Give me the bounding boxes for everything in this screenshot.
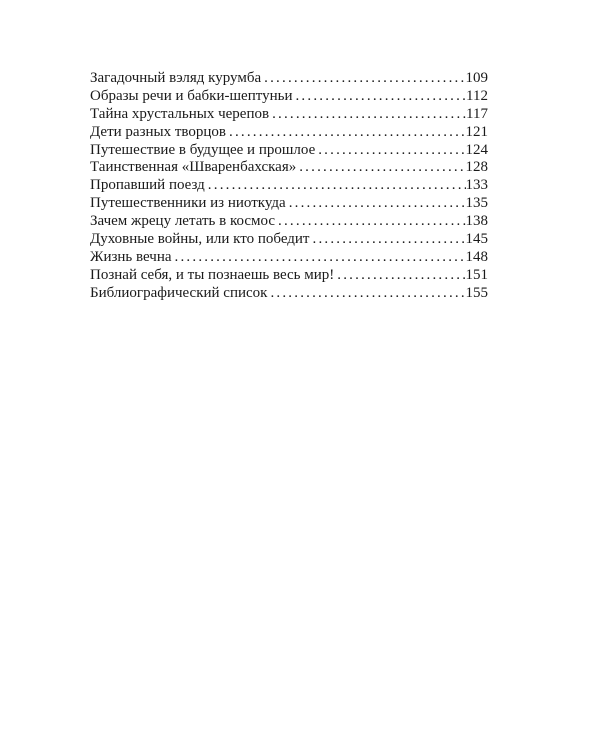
toc-entry-page: 112 [466,87,488,104]
toc-entry-title: Путешествие в будущее и прошлое [90,141,316,158]
toc-entry-title: Библиографический список [90,284,268,301]
dot-leader [175,249,466,267]
dot-leader [208,177,466,195]
toc-entry-page: 128 [465,159,488,176]
dot-leader [270,285,465,303]
toc-entry [90,88,488,106]
toc-entry-page: 148 [465,248,488,265]
toc-entry [90,159,488,177]
toc-entry [90,267,488,285]
toc-entry-title: Загадочный вэляд курумба [90,70,262,86]
toc-entry [90,70,488,88]
dot-leader [229,124,466,142]
dot-leader [289,195,466,213]
table-of-contents [90,70,488,303]
toc-entry-title: Образы речи и бабки-шептуньи [90,87,293,104]
toc-entry-title: Познай себя, и ты познаешь весь мир! [90,266,335,283]
toc-entry [90,177,488,195]
toc-entry-title: Путешественники из ниоткуда [90,195,286,212]
toc-entry-page: 121 [465,123,488,140]
toc-entry-page: 138 [465,213,488,230]
toc-entry-title: Зачем жрецу летать в космос [90,213,276,230]
toc-entry [90,285,488,303]
dot-leader [295,88,466,106]
toc-entry [90,195,488,213]
toc-entry-page: 151 [465,266,488,283]
toc-entry-page: 133 [465,177,488,194]
toc-entry-title: Дети разных творцов [90,123,226,140]
dot-leader [313,231,466,249]
toc-entry-page: 124 [465,141,488,158]
dot-leader [318,142,465,160]
toc-entry [90,142,488,160]
dot-leader [337,267,465,285]
toc-entry [90,249,488,267]
toc-entry [90,106,488,124]
toc-entry-page: 109 [465,70,488,86]
toc-entry-page: 145 [465,231,488,248]
toc-entry [90,231,488,249]
dot-leader [264,70,465,88]
toc-entry [90,124,488,142]
toc-entry-title: Духовные войны, или кто победит [90,231,310,248]
dot-leader [278,213,465,231]
toc-entry [90,213,488,231]
toc-entry-title: Тайна хрустальных черепов [90,105,270,122]
toc-entry-title: Жизнь вечна [90,248,172,265]
toc-entry-page: 135 [465,195,488,212]
toc-entry-title: Пропавший поезд [90,177,205,194]
toc-entry-title: Таинственная «Шваренбахская» [90,159,297,176]
dot-leader [272,106,466,124]
toc-entry-page: 117 [466,105,488,122]
toc-entry-page: 155 [465,284,488,301]
dot-leader [299,159,465,177]
